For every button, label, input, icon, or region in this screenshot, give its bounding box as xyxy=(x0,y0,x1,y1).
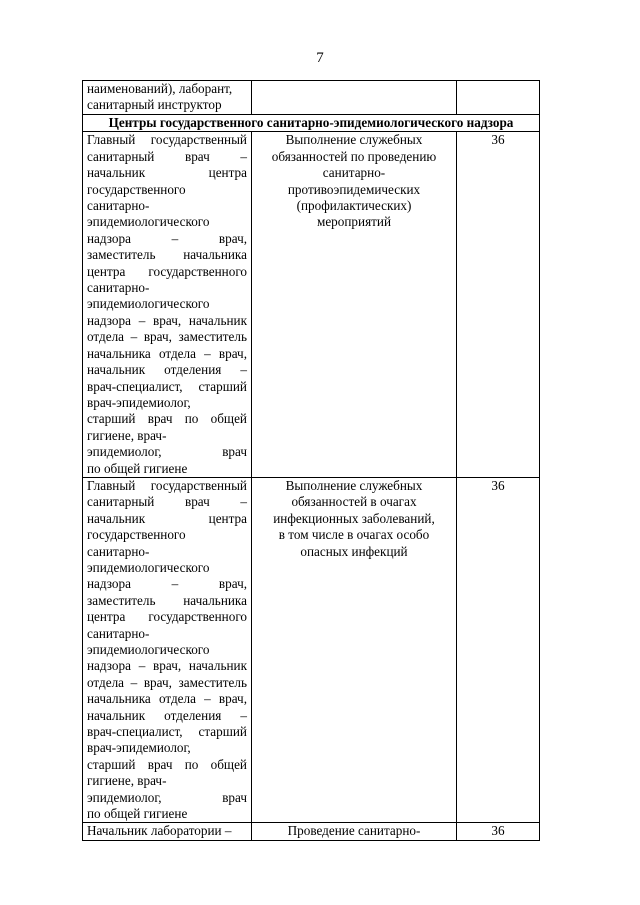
cell-line: обязанностей в очагах xyxy=(291,494,417,510)
section-title: Центры государственного санитарно-эпидемиологического надзора xyxy=(83,115,540,132)
cell-line: надзора – врач, начальник xyxy=(87,658,247,674)
cell-line: противоэпидемических xyxy=(287,181,421,197)
cell-line: наименований), лаборант, xyxy=(87,81,233,96)
cell-line: Начальник лаборатории – xyxy=(87,823,232,839)
cell-line: санитарно- xyxy=(87,625,150,641)
cell-line: эпидемиологического xyxy=(87,296,210,312)
cell-line: по общей гигиене xyxy=(87,806,188,822)
cell-line: старший врач по общей xyxy=(87,756,247,772)
cell-line: начальника отдела – врач, xyxy=(87,345,247,361)
cell-line: санитарно- xyxy=(87,198,150,214)
cell-line: начальник отделения – xyxy=(87,707,247,723)
days-cell xyxy=(457,132,540,478)
position-cell xyxy=(83,132,252,478)
duty-cell xyxy=(252,132,457,478)
cell-line: государственного xyxy=(87,181,186,197)
table-row xyxy=(83,823,540,840)
cell-line: эпидемиологического xyxy=(87,642,210,657)
days-value: 36 xyxy=(491,132,505,148)
cell-line: врач-эпидемиолог, xyxy=(87,740,191,756)
cell-line: начальника отдела – врач, xyxy=(87,691,247,707)
cell-line: в том числе в очагах особо xyxy=(278,527,430,543)
cell-line: начальник центра xyxy=(87,510,247,526)
cell-line: эпидемиолог, врач xyxy=(87,789,247,805)
page-number: 7 xyxy=(316,50,324,66)
cell-line: санитарный врач – xyxy=(87,148,247,164)
days-cell xyxy=(457,477,540,823)
cell-line: санитарный инструктор xyxy=(87,97,222,113)
cell-line: надзора – врач, xyxy=(87,576,247,592)
cell-line: эпидемиологического xyxy=(87,559,210,575)
cell-line: санитарно- xyxy=(87,280,150,296)
cell-line: мероприятий xyxy=(316,214,392,230)
cell-line: Выполнение служебных xyxy=(285,477,423,493)
cell-line: гигиене, врач- xyxy=(87,773,167,789)
cell-line: центра государственного xyxy=(87,263,247,279)
position-cell xyxy=(83,823,252,840)
cell-line: инфекционных заболеваний, xyxy=(273,510,435,526)
cell-line: врач-специалист, старший xyxy=(87,724,247,740)
days-cell xyxy=(457,81,540,115)
duty-cell xyxy=(252,823,457,840)
cell-line: надзора – врач, xyxy=(87,230,247,246)
cell-line: отдела – врач, заместитель xyxy=(87,674,247,690)
data-table xyxy=(82,80,540,841)
cell-line: начальник центра xyxy=(87,165,247,181)
cell-line: санитарно- xyxy=(322,165,386,181)
cell-line: заместитель начальника xyxy=(87,592,247,608)
cell-line: санитарно- xyxy=(87,543,150,559)
cell-line: надзора – врач, начальник xyxy=(87,312,247,328)
cell-line: Главный государственный xyxy=(87,132,247,148)
cell-line: эпидемиолог, врач xyxy=(87,444,247,460)
table-row xyxy=(83,81,540,115)
cell-line: Главный государственный xyxy=(87,477,247,493)
table-row xyxy=(83,132,540,478)
days-cell xyxy=(457,823,540,840)
cell-line: заместитель начальника xyxy=(87,247,247,263)
days-value: 36 xyxy=(491,477,505,493)
cell-line: врач-эпидемиолог, xyxy=(87,394,191,410)
days-value: 36 xyxy=(491,823,505,839)
section-header-row xyxy=(83,115,540,132)
cell-line: санитарный врач – xyxy=(87,494,247,510)
cell-line: по общей гигиене xyxy=(87,460,188,476)
cell-line: опасных инфекций xyxy=(300,543,408,559)
cell-line: врач-специалист, старший xyxy=(87,378,247,394)
cell-line: отдела – врач, заместитель xyxy=(87,329,247,345)
duty-cell xyxy=(252,477,457,823)
table-row xyxy=(83,477,540,823)
duty-cell xyxy=(252,81,457,115)
cell-line: старший врач по общей xyxy=(87,411,247,427)
cell-line: гигиене, врач- xyxy=(87,427,167,443)
cell-line: эпидемиологического xyxy=(87,214,210,230)
cell-line: Выполнение служебных xyxy=(285,132,423,148)
cell-line: (профилактических) xyxy=(296,198,412,214)
cell-line: центра государственного xyxy=(87,609,247,625)
cell-line: начальник отделения – xyxy=(87,362,247,378)
position-cell xyxy=(83,477,252,823)
position-cell xyxy=(83,81,252,115)
cell-line: государственного xyxy=(87,527,186,543)
cell-line: обязанностей по проведению xyxy=(271,148,437,164)
cell-line: Проведение санитарно- xyxy=(287,823,421,839)
